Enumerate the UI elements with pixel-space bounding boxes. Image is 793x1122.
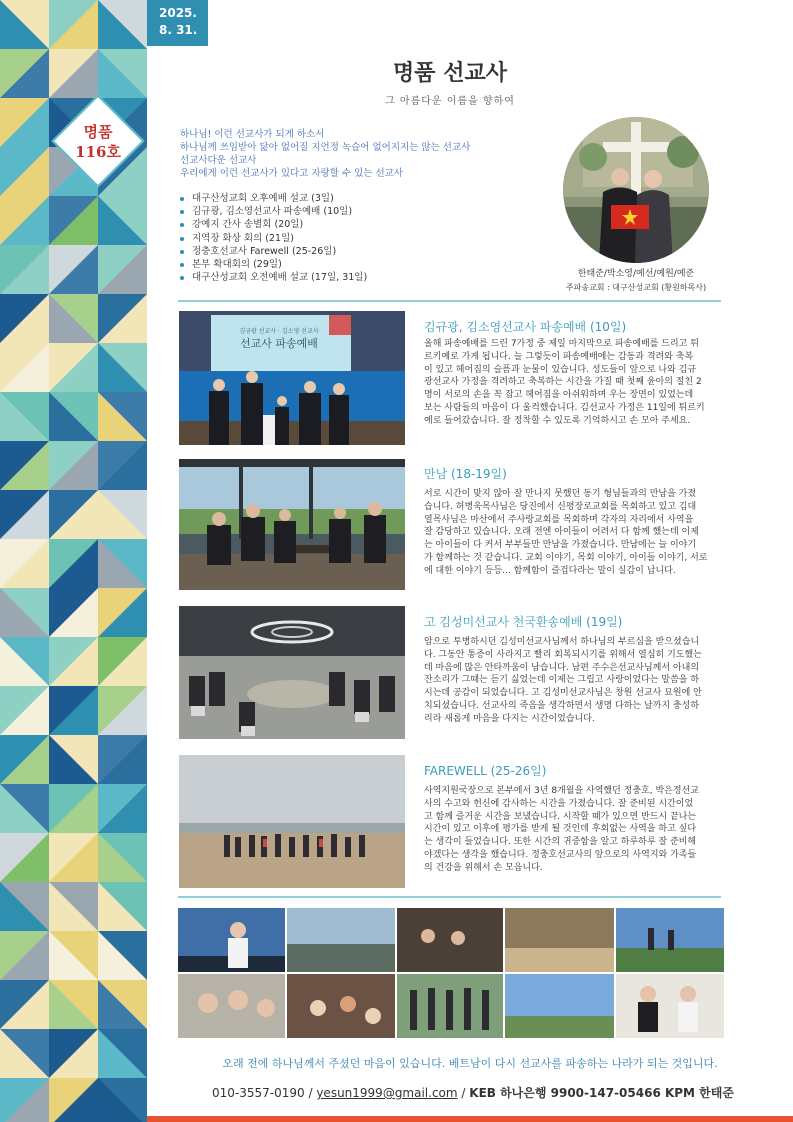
section-line: 데 마음에 많은 안타까움이 남습니다. 남편 주수은선교사님께서 아내의: [424, 662, 700, 673]
portrait-caption: [555, 268, 717, 294]
section-line: 야겠다는 생각을 했습니다. 정충호선교사의 앞으로의 사역지와 가족들: [424, 849, 697, 860]
section-line: 르키예로 가게 됩니다. 늘 그렇듯이 파송예배에는 감동과 격려와 축복: [424, 351, 694, 362]
news-item: 정충호선교사 Farewell (25-26일): [178, 245, 518, 258]
section-body: [424, 338, 718, 428]
section-title: 고 김성미선교사 천국환송예배 (19일): [424, 615, 623, 629]
news-item: 본부 확대회의 (29일): [178, 258, 518, 271]
memorial-service-photo: [179, 606, 405, 739]
footer-bar: [147, 1116, 793, 1122]
section-line: 다. 그동안 통증이 사라지고 빨리 회복되시기를 위해서 열심히 기도했는: [424, 649, 702, 660]
section-body: [424, 488, 718, 578]
banner-caption-names: 김규광 선교사 · 김소영 선교사: [239, 328, 319, 335]
section-line: 광선교사 가정을 격려하고 축복하는 시간을 가질 때 첫째 윤아의 절친 2: [424, 377, 702, 388]
phone-number: 010-3557-0190: [212, 1086, 305, 1100]
section-line: 보는 사람들의 마음이 다 울컥했습니다. 김선교사 가정은 11일에 튀르키: [424, 402, 705, 413]
section-line: 암으로 투병하시던 김성미선교사님께서 하나님의 부르심을 받으셨습니: [424, 637, 700, 647]
section-title: 만남 (18-19일): [424, 467, 507, 481]
newsletter-title: 명품 선교사: [393, 61, 507, 86]
section-line: 습니다. 허병욱목사님은 당진에서 신평장로교회를 목회하고 있고 김대: [424, 501, 697, 512]
section-line: 올해 파송예배를 드린 7가정 중 제일 마지막으로 파송예배를 드리고 튀: [424, 339, 699, 349]
section-line: 명이 서로의 손을 꼭 잡고 헤어짐을 아쉬워하며 우는 장면이 있었는데: [424, 390, 694, 401]
family-portrait-photo: [563, 117, 709, 263]
issue-badge: [62, 122, 134, 162]
fellowship-meeting-photo: [179, 459, 405, 590]
section-line: 잘 감당하고 있습니다. 오래 전엔 아이들이 어려서 다 함께 했는데 이제: [424, 527, 699, 538]
section-body: [424, 636, 718, 726]
newsletter-subtitle: 그 아름다운 이름을 향하여: [385, 96, 515, 107]
section-line: 예로 들어갔습니다. 잘 정착할 수 있도록 기억하시고 손 모아 주세요.: [424, 415, 691, 426]
prayer-block: [180, 128, 560, 180]
commissioning-service-photo: [179, 311, 405, 445]
banner-caption-title: 선교사 파송예배: [240, 337, 318, 350]
section-line: 서로 시간이 맞지 않아 잘 만나지 못했던 동기 형님들과의 만남을 가졌: [424, 489, 697, 499]
issue-date-year: 2025.: [159, 6, 197, 20]
section-line: 이 있고 헤어짐의 슬픔과 눈물이 있습니다. 성도들이 앞으로 나와 김규: [424, 364, 697, 375]
separator: /: [304, 1086, 317, 1100]
section-line: 는 아이들이 다 커서 부부들만 만남을 가졌습니다. 만남에는 늘 이야기: [424, 540, 697, 551]
news-list: [178, 192, 518, 284]
closing-statement: 오래 전에 하나님께서 주셨던 마음이 있습니다. 베트남이 다시 선교사를 파송하는 나라가 되는 것입니다.: [222, 1057, 718, 1070]
news-item: 강예지 간사 송별회 (20일): [178, 218, 518, 231]
section-title: FAREWELL (25-26일): [424, 764, 547, 778]
section-divider: [178, 896, 721, 898]
prayer-line: 하나님께 쓰임받아 닳아 없어질 지언정 녹슬어 없어지지는 않는 선교사: [180, 142, 471, 153]
prayer-line: 선교사다운 선교사: [180, 155, 257, 166]
sending-church: 주파송교회 : 대구산성교회 (황원하목사): [565, 283, 707, 292]
prayer-line: 하나님! 이런 선교사가 되게 하소서: [180, 129, 325, 140]
section-line: 열목사님은 마산에서 주사랑교회를 목회하며 각자의 자리에서 사역을: [424, 514, 694, 525]
prayer-line: 우리에게 이런 선교사가 있다고 자랑할 수 있는 선교사: [180, 168, 404, 179]
section-line: 잔소리가 그때는 듣기 싫었는데 이제는 그립고 사랑이었다는 말씀을 하: [424, 675, 700, 686]
news-item: 대구산성교회 오전예배 설교 (17일, 31일): [178, 271, 518, 284]
issue-badge-label: 명품: [83, 123, 113, 141]
section-line: 고 함께 즐거운 시간을 보냈습니다. 시작할 때가 있으면 반드시 끝나는: [424, 811, 697, 822]
issue-badge-number: 116호: [75, 143, 121, 161]
section-body: [424, 785, 718, 875]
farewell-beach-photo: [179, 755, 405, 888]
news-item: 김규광, 김소영선교사 파송예배 (10일): [178, 205, 518, 218]
section-divider: [178, 300, 721, 302]
section-line: 시간이 있고 이후에 평가를 받게 될 것인데 후회없는 사역을 하고 싶다: [424, 824, 697, 835]
section-line: 에 대한 이야기 등등... 함께함이 즐겁다라는 말이 실감이 납니다.: [424, 565, 676, 576]
geometric-sidebar-pattern: [0, 0, 147, 1122]
separator: /: [457, 1086, 470, 1100]
section-line: 사의 수고와 헌신에 감사하는 시간을 가졌습니다. 잘 준비된 시간이었: [424, 798, 694, 809]
contact-line: [212, 1084, 752, 1101]
section-line: 사역지원국장으로 본부에서 3년 8개월을 사역했던 정충호, 박은정선교: [424, 786, 699, 796]
section-line: 의 건강을 위해서 손 모읍니다.: [424, 862, 543, 873]
email-link[interactable]: yesun1999@gmail.com: [316, 1086, 458, 1100]
news-item: 지역장 화상 회의 (21일): [178, 232, 518, 245]
family-names: 한태준/박소영/예선/예원/예준: [577, 269, 695, 279]
issue-date-day: 8. 31.: [159, 23, 198, 37]
section-line: 가 함께하는 것 같습니다. 교회 이야기, 목회 이야기, 아이들 이야기, 서로: [424, 552, 708, 563]
section-line: 치되셨습니다. 선교사의 죽음을 생각하면서 생명 다하는 날까지 충성하: [424, 700, 700, 711]
section-line: 시는데 공감이 되었습니다. 고 김성미선교사님은 창원 선교사 묘원에 안: [424, 688, 702, 699]
photo-collage: [178, 908, 724, 1038]
bank-account: KEB 하나은행 9900-147-05466 KPM 한태준: [469, 1086, 734, 1100]
section-line: 는 생각이 들었습니다. 또한 시간의 귀중함을 알고 하루하루 잘 준비해: [424, 837, 697, 848]
issue-date: [147, 0, 208, 46]
news-item: 대구산성교회 오후예배 설교 (3일): [178, 192, 518, 205]
section-line: 리라 새롭게 마음을 다지는 시간이었습니다.: [424, 713, 595, 724]
section-title: 김규광, 김소영선교사 파송예배 (10일): [424, 320, 627, 334]
